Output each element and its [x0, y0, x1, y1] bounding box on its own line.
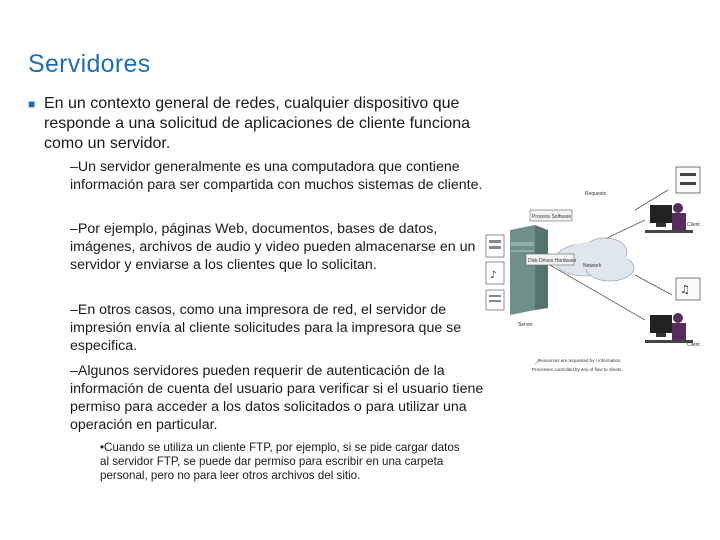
main-bullet-text: En un contexto general de redes, cualquier dispositivo que responde a una solicitud de aplicaciones de cliente funciona como un servidor.: [44, 95, 471, 152]
client-top-icon: [645, 167, 700, 233]
slide-title: Servidores: [28, 50, 151, 78]
server-tower-icon: [510, 225, 548, 315]
svg-text:♫: ♫: [680, 283, 690, 296]
third-level-bullet: •Cuando se utiliza un cliente FTP, por ejemplo, si se pide cargar datos al servidor FTP, se puede dar permiso para escribir en una carpeta personal, pero no para leer otros archivos del sitio.: [100, 441, 460, 482]
square-bullet-icon: ■: [28, 97, 36, 111]
client-top-label: Client: [687, 222, 700, 228]
main-bullet: [28, 94, 498, 154]
client-server-diagram: [480, 150, 715, 400]
process-software-label: Process Software: [532, 214, 572, 220]
sub-bullet-2: –Por ejemplo, páginas Web, documentos, bases de datos, imágenes, archivos de audio y video pueden almacenarse en un servidor y enviarse a los clientes que lo solicitan.: [70, 221, 476, 273]
sub-bullet-1: –Un servidor generalmente es una computadora que contiene información para ser compartida con muchos sistemas de cliente.: [70, 159, 483, 193]
svg-text:♪: ♪: [490, 270, 497, 281]
diagram-svg: [480, 150, 715, 400]
sub-bullet-3: –En otros casos, como una impresora de red, el servidor de impresión envía al cliente solicitudes para la impresora que se especifica.: [70, 302, 462, 354]
sub-bullet-4: –Algunos servidores pueden requerir de autenticación de la información de cuenta del usuario para verificar si el usuario tiene permiso para acceder a los datos solicitados o para utilizar una operación en particular.: [70, 363, 484, 433]
caption-line-1: Resources are requested by / information: [538, 358, 621, 363]
network-label: Network: [583, 263, 602, 269]
client-bottom-icon: [645, 278, 700, 348]
server-label: Server: [518, 322, 533, 328]
disk-drive-label: Disk Drives Hardware: [528, 258, 577, 264]
caption-line-2: Processes controlled by any of flow to clients.: [532, 367, 623, 372]
client-bottom-label: Client: [687, 342, 700, 348]
document-icons: [486, 235, 504, 310]
requests-label: Requests: [585, 191, 607, 197]
